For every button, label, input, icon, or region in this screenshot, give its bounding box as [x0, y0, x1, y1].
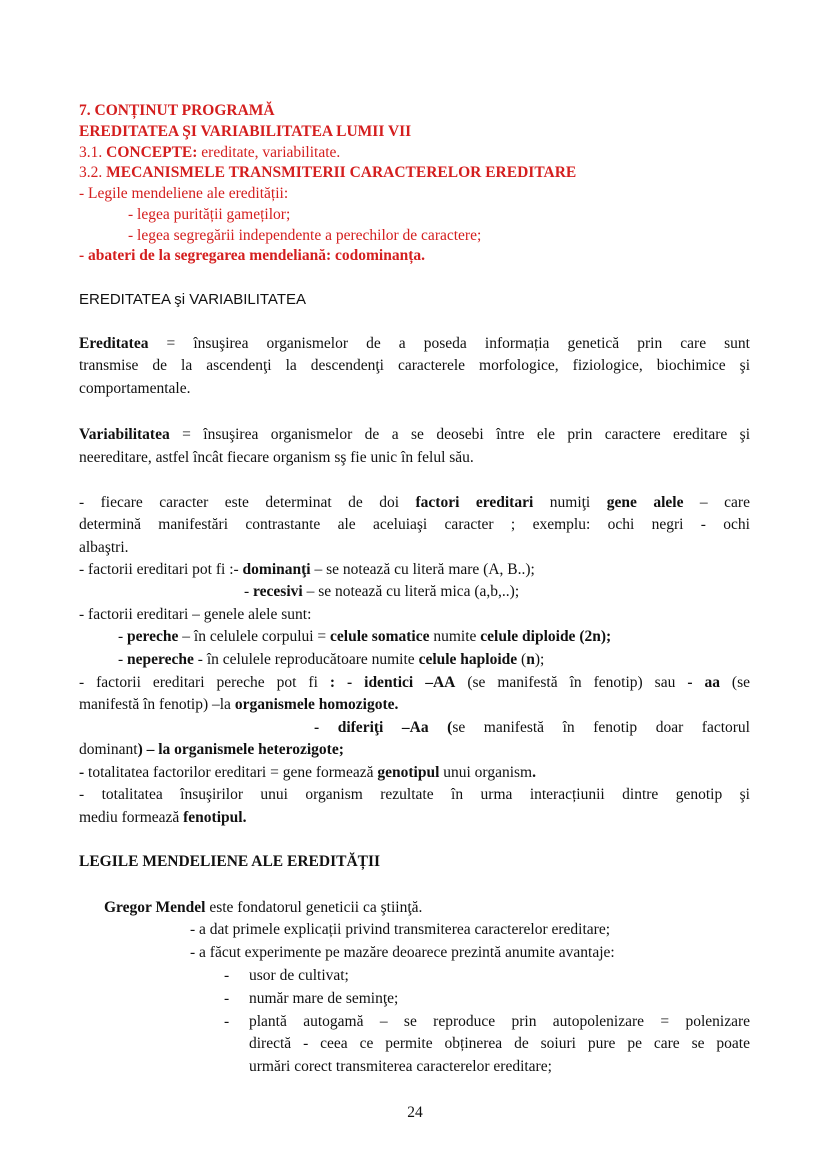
- text: plantă autogamă – se reproduce prin autopolenizare = polenizare: [249, 1013, 750, 1030]
- program-line-text: - legea segregării independente a perechilor de caractere;: [128, 227, 482, 244]
- text: );: [534, 651, 545, 668]
- text: - factorii ereditari pot fi :-: [79, 561, 243, 578]
- advantage-bullet-1: [224, 966, 229, 986]
- body-different-line: [314, 718, 750, 738]
- advantage-item-2: [249, 989, 398, 1009]
- text: unui organism: [439, 764, 533, 781]
- section-title-text: EREDITATEA şi VARIABILITATEA: [79, 291, 306, 308]
- variabilitatea-line-2: [79, 448, 474, 468]
- section-title: [79, 290, 306, 310]
- text: -: [118, 651, 128, 668]
- body-phenotype-line-2: [79, 808, 246, 828]
- text: numite: [429, 628, 481, 645]
- mendel-intro: [104, 898, 422, 918]
- text: determină manifestări contrastante ale aceluiaşi caracter ; exemplu: ochi negri - ochi: [79, 516, 750, 533]
- body-alleles-line: [79, 605, 311, 625]
- ereditatea-line-1: [79, 334, 750, 354]
- text: numiţi: [533, 494, 607, 511]
- definition-text: neereditare, astfel încât fiecare organism sş fie unic în felul său.: [79, 449, 474, 466]
- body-identical-line: [79, 673, 750, 693]
- program-law-segregation: [128, 226, 481, 246]
- advantage-item-3-line-1: [249, 1012, 750, 1032]
- bold-text: celule haploide: [418, 651, 518, 668]
- advantage-item-3-line-3: [249, 1057, 552, 1077]
- bold-text: - diferiţi –Aa (: [314, 719, 453, 736]
- program-item-text: ereditate, variabilitate.: [197, 144, 341, 161]
- body-nonpair-line: [118, 650, 544, 670]
- definition-text: = însuşirea organismelor de a poseda informația genetică prin care sunt: [148, 335, 750, 352]
- program-item-number: 3.2.: [79, 164, 107, 181]
- text: - a făcut experimente pe mazăre deoarece prezintă anumite avantaje:: [190, 944, 615, 961]
- dash-bullet: -: [224, 1013, 230, 1030]
- program-subheading: [79, 122, 411, 142]
- text: - fiecare caracter este determinat de doi: [79, 494, 416, 511]
- body-pair-line: [118, 627, 611, 647]
- bold-text: ) – la organismele heterozigote;: [137, 741, 344, 758]
- text: - factorii ereditari – genele alele sunt:: [79, 606, 312, 623]
- advantage-bullet-2: [224, 989, 229, 1009]
- text: mediu formează: [79, 809, 184, 826]
- body-recessive-line: [244, 582, 519, 602]
- bold-text: celule somatice: [330, 628, 430, 645]
- program-mendel-laws: [79, 184, 288, 204]
- advantage-bullet-3: [224, 1012, 229, 1032]
- bold-text: fenotipul.: [183, 809, 247, 826]
- advantage-item-3-line-2: [249, 1034, 750, 1054]
- text: albaştri.: [79, 539, 129, 556]
- text: - a dat primele explicații privind transmiterea caracterelor ereditare;: [190, 921, 610, 938]
- mendel-point-2: [190, 943, 615, 963]
- program-heading: [79, 101, 275, 121]
- page-number: [404, 1103, 426, 1123]
- text: totalitatea factorilor ereditari = gene formează: [88, 764, 378, 781]
- bold-text: recesivi: [253, 583, 303, 600]
- term-ereditatea: Ereditatea: [79, 335, 149, 352]
- definition-text: comportamentale.: [79, 380, 191, 397]
- bold-text: dominanţi: [242, 561, 311, 578]
- text: – care: [683, 494, 750, 511]
- text: – se notează cu literă mare (A, B..);: [310, 561, 535, 578]
- bold-text: factori ereditari: [415, 494, 534, 511]
- body-line-3: [79, 538, 129, 558]
- text: - factorii ereditari pereche pot fi: [79, 674, 330, 691]
- program-law-purity: [128, 205, 290, 225]
- bold-text: : - identici –AA: [329, 674, 456, 691]
- text: - în celulele reproducătoare numite: [193, 651, 419, 668]
- dash-bullet: -: [224, 990, 230, 1007]
- text: usor de cultivat;: [249, 967, 349, 984]
- program-item-3-1: [79, 143, 340, 163]
- advantage-item-1: [249, 966, 349, 986]
- text: – se notează cu literă mica (a,b,..);: [302, 583, 520, 600]
- ereditatea-line-3: [79, 379, 190, 399]
- text: (: [517, 651, 527, 668]
- definition-text: transmise de la ascendenţi la descendenţi caracterele morfologice, fiziologice, biochimice şi: [79, 357, 750, 374]
- text: se manifestă în fenotip doar factorul: [452, 719, 750, 736]
- body-line-1: [79, 493, 750, 513]
- text: directă - ceea ce permite obținerea de soiuri pure pe care se poate: [249, 1035, 750, 1052]
- program-item-number: 3.1.: [79, 144, 107, 161]
- bold-text: genotipul: [377, 764, 440, 781]
- text: număr mare de seminţe;: [249, 990, 399, 1007]
- bold-text: .: [532, 764, 536, 781]
- page-number-text: 24: [407, 1104, 423, 1121]
- term-variabilitatea: Variabilitatea: [79, 426, 170, 443]
- mendel-section-title: [79, 852, 380, 872]
- text: -: [118, 628, 128, 645]
- bold-text: n: [526, 651, 535, 668]
- text: – în celulele corpului =: [178, 628, 331, 645]
- text: este fondatorul geneticii ca ştiinţă.: [205, 899, 423, 916]
- body-dominant-line: [79, 560, 535, 580]
- text: urmări corect transmiterea caracterelor ereditare;: [249, 1058, 552, 1075]
- variabilitatea-line-1: [79, 425, 750, 445]
- body-homozygous-line: [79, 695, 398, 715]
- program-line-text: - Legile mendeliene ale eredității:: [79, 185, 289, 202]
- mendel-name: Gregor Mendel: [104, 899, 206, 916]
- text: - totalitatea însuşirilor unui organism rezultate în urma interacțiunii dintre genotip şi: [79, 786, 750, 803]
- bold-text: nepereche: [127, 651, 194, 668]
- text: dominant: [79, 741, 138, 758]
- bold-text: celule diploide (2n);: [480, 628, 612, 645]
- program-item-3-2: [79, 163, 576, 183]
- mendel-point-1: [190, 920, 610, 940]
- ereditatea-line-2: [79, 356, 750, 376]
- program-codominance: [79, 246, 425, 266]
- body-genotype-line: [79, 763, 536, 783]
- text: (se: [719, 674, 751, 691]
- bold-text: -: [79, 764, 89, 781]
- program-item-label: CONCEPTE:: [106, 144, 198, 161]
- text: manifestă în fenotip) –la: [79, 696, 235, 713]
- program-heading-text: 7. CONȚINUT PROGRAMĂ: [79, 102, 275, 119]
- program-item-label: MECANISMELE TRANSMITERII CARACTERELOR EREDITARE: [106, 164, 577, 181]
- definition-text: = însuşirea organismelor de a se deosebi între ele prin caractere ereditare şi: [169, 426, 750, 443]
- bold-text: - aa: [687, 674, 720, 691]
- bold-text: gene alele: [606, 494, 684, 511]
- bold-text: organismele homozigote.: [234, 696, 399, 713]
- program-subheading-text: EREDITATEA ŞI VARIABILITATEA LUMII VII: [79, 123, 412, 140]
- text: (se manifestă în fenotip) sau: [455, 674, 688, 691]
- body-line-2: [79, 515, 750, 535]
- program-line-text: - abateri de la segregarea mendeliană: codominanța.: [79, 247, 425, 264]
- dash-bullet: -: [224, 967, 230, 984]
- body-heterozygous-line: [79, 740, 344, 760]
- mendel-section-title-text: LEGILE MENDELIENE ALE EREDITĂȚII: [79, 853, 381, 870]
- bold-text: pereche: [127, 628, 179, 645]
- text: -: [244, 583, 254, 600]
- program-line-text: - legea purității gameților;: [128, 206, 291, 223]
- body-phenotype-line-1: [79, 785, 750, 805]
